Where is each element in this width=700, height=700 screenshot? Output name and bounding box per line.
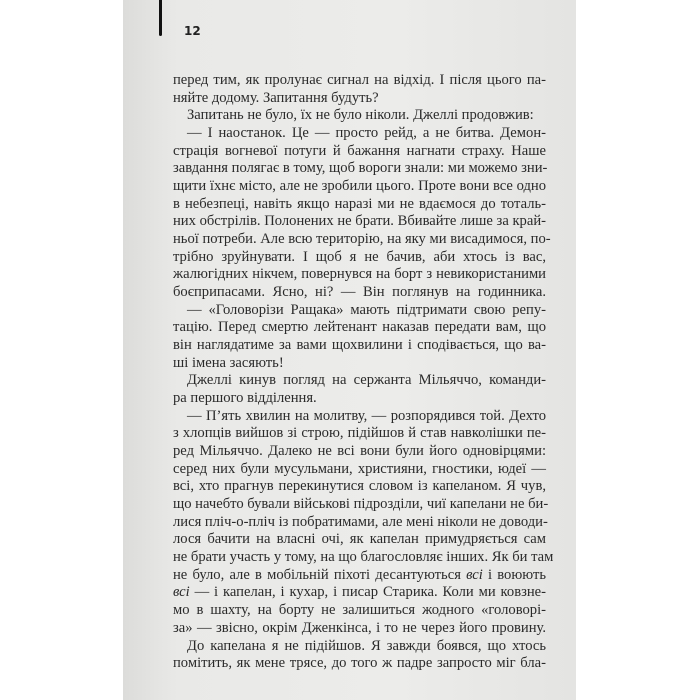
- line-text: ред Мільяччо. Далеко не всі вони були його одновірцями:: [173, 443, 546, 460]
- text-line: [173, 213, 546, 231]
- text-line: [173, 408, 546, 426]
- line-text: боєприпасами. Ясно, ні? — Він поглянув на годинника.: [173, 284, 546, 301]
- body-text: [173, 72, 554, 673]
- text-line: [173, 461, 546, 479]
- text-line: [173, 231, 551, 249]
- text-line: [173, 337, 546, 355]
- text-line: [173, 390, 546, 408]
- text-line: [173, 531, 546, 549]
- text-line: [173, 602, 546, 620]
- line-text: перед тим, як пролунає сигнал на відхід. І після цього па-: [173, 72, 546, 88]
- text-line: [173, 584, 546, 602]
- text-line: [173, 496, 549, 514]
- line-text: і воюють: [482, 566, 546, 583]
- text-line: [173, 549, 554, 567]
- text-line: [173, 319, 546, 337]
- line-text: — П’ять хвилин на молитву, — розпорядився той. Дехто: [187, 407, 546, 424]
- line-text: — І наостанок. Це — просто рейд, а не битва. Демон-: [187, 125, 546, 142]
- line-text: няйте додому. Запитання будуть?: [173, 89, 379, 106]
- line-text: в небезпеці, навіть якщо наразі ми не вдаємося до тоталь-: [173, 195, 546, 212]
- line-text: — «Головорізи Ращака» мають підтримати свою репу-: [187, 301, 546, 318]
- line-text: не брати участь у тому, на що благословляє інших. Як би там: [173, 549, 554, 566]
- line-text: лося бачити на власні очі, як капелан примудряється сам: [173, 531, 546, 548]
- line-text: він наглядатиме за вами щохвилини і сподівається, що ва-: [173, 337, 546, 354]
- line-text: мо в шахту, на борту не залишиться жодного «головорі-: [173, 602, 546, 619]
- text-line: [173, 178, 546, 196]
- line-text: що начебто бували військові підрозділи, чиї капелани не би-: [173, 496, 549, 513]
- line-text: ра першого відділення.: [173, 390, 317, 407]
- text-line: [173, 655, 546, 673]
- text-line: [173, 638, 546, 656]
- text-line: [173, 143, 546, 161]
- emphasis-text: всі: [466, 566, 483, 583]
- text-line: [173, 425, 546, 443]
- text-line: [173, 355, 546, 373]
- book-page: [123, 0, 576, 700]
- line-text: трібно зруйнувати. І щоб я не бачив, аби хтось із вас,: [173, 248, 546, 265]
- text-line: [173, 514, 546, 532]
- line-text: тацію. Перед смертю лейтенант наказав передати вам, що: [173, 319, 546, 336]
- text-line: [173, 72, 546, 90]
- text-line: [173, 620, 546, 638]
- line-text: завдання полягає в тому, щоб вороги знали: ми можемо зни-: [173, 160, 548, 177]
- line-text: лися пліч-о-пліч із побратимами, але мені ніколи не доводи-: [173, 513, 548, 530]
- text-line: [173, 266, 546, 284]
- line-text: них обстрілів. Полонених не брати. Вбивайте лише за край-: [173, 213, 546, 230]
- text-line: [173, 372, 546, 390]
- line-text: за» — звісно, окрім Дженкінса, і то не через його провину.: [173, 619, 546, 636]
- text-line: [173, 302, 546, 320]
- line-text: з хлопців вийшов зі строю, підійшов й став навколішки пе-: [173, 425, 546, 442]
- text-line: [173, 443, 546, 461]
- line-text: жалюгідних нікчем, повернувся на борт з невикористаними: [173, 266, 546, 283]
- text-line: [173, 567, 546, 585]
- line-text: — і капелан, і кухар, і писар Старика. Коли ми ковзне-: [189, 584, 546, 601]
- line-text: ньої потреби. Але всю територію, на яку ми висадимося, по-: [173, 231, 551, 248]
- line-text: серед них були мусульмани, християни, гностики, юдеї —: [173, 460, 546, 477]
- text-line: [173, 249, 546, 267]
- line-text: щити їхнє місто, але не зробили цього. Проте вони все одно: [173, 178, 546, 195]
- line-text: помітить, як мене трясе, до того ж падре запросто міг бла-: [173, 655, 546, 672]
- text-line: [173, 90, 546, 108]
- emphasis-text: всі: [173, 584, 190, 601]
- line-text: ші імена засяють!: [173, 354, 284, 371]
- text-line: [173, 125, 546, 143]
- line-text: До капелана я не підійшов. Я завжди боявся, що хтось: [187, 637, 546, 654]
- text-line: [173, 160, 546, 178]
- line-text: не було, але в мобільній піхоті десантуються: [173, 566, 467, 583]
- line-text: страція вогневої потуги й бажання нагнати страху. Наше: [173, 142, 546, 159]
- text-line: [173, 107, 546, 125]
- text-line: [173, 284, 546, 302]
- line-text: всі, хто прагнув перекинутися словом із капеланом. Я чув,: [173, 478, 546, 495]
- page-number: 12: [184, 24, 201, 38]
- line-text: Джеллі кинув погляд на сержанта Мільяччо, команди-: [187, 372, 546, 389]
- bookmark-ribbon: [159, 0, 162, 36]
- line-text: Запитань не було, їх не було ніколи. Джеллі продовжив:: [187, 107, 534, 124]
- text-line: [173, 478, 546, 496]
- text-line: [173, 196, 546, 214]
